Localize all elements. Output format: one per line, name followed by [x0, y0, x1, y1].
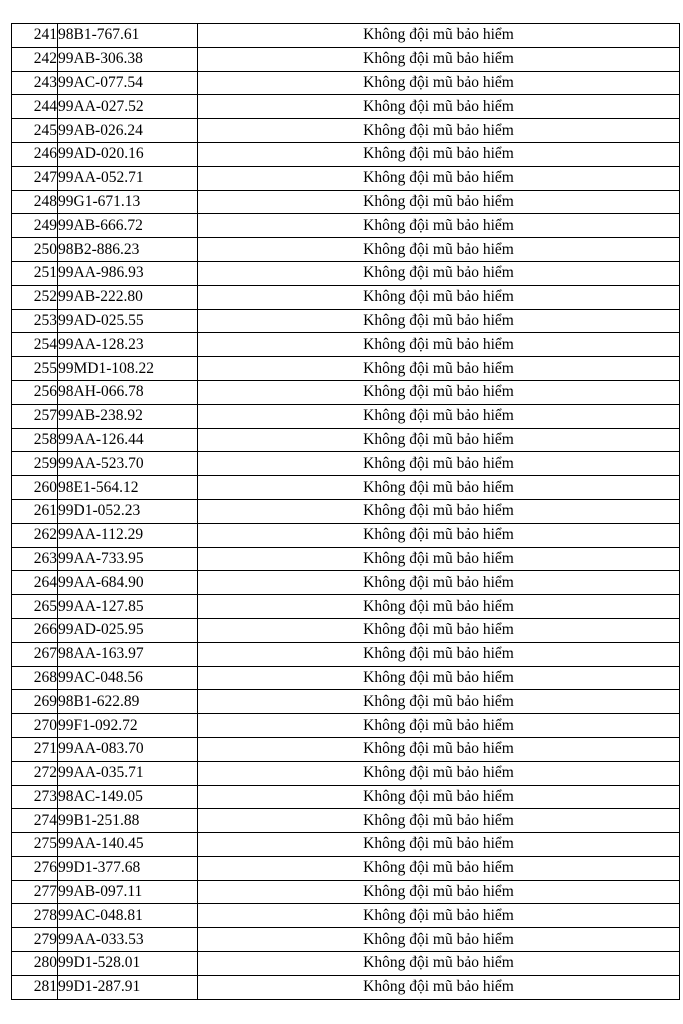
table-row — [12, 737, 680, 761]
row-number-cell: 267 — [12, 642, 58, 666]
violation-cell: Không đội mũ bảo hiểm — [198, 238, 680, 262]
violation-cell: Không đội mũ bảo hiểm — [198, 357, 680, 381]
violation-cell: Không đội mũ bảo hiểm — [198, 166, 680, 190]
violation-cell: Không đội mũ bảo hiểm — [198, 380, 680, 404]
row-number-cell: 275 — [12, 833, 58, 857]
violation-cell: Không đội mũ bảo hiểm — [198, 714, 680, 738]
row-number-cell: 244 — [12, 95, 58, 119]
violation-cell: Không đội mũ bảo hiểm — [198, 261, 680, 285]
row-number-cell: 247 — [12, 166, 58, 190]
license-plate-cell: 99AA-523.70 — [58, 452, 198, 476]
table-row — [12, 499, 680, 523]
license-plate-cell: 99AC-048.56 — [58, 666, 198, 690]
violation-cell: Không đội mũ bảo hiểm — [198, 833, 680, 857]
table-row — [12, 404, 680, 428]
license-plate-cell: 99F1-092.72 — [58, 714, 198, 738]
table-row — [12, 690, 680, 714]
table-row — [12, 714, 680, 738]
row-number-cell: 249 — [12, 214, 58, 238]
license-plate-cell: 99AA-128.23 — [58, 333, 198, 357]
table-row — [12, 476, 680, 500]
row-number-cell: 242 — [12, 47, 58, 71]
table-row — [12, 285, 680, 309]
violation-cell: Không đội mũ bảo hiểm — [198, 785, 680, 809]
violation-cell: Không đội mũ bảo hiểm — [198, 499, 680, 523]
row-number-cell: 261 — [12, 499, 58, 523]
license-plate-cell: 99AD-020.16 — [58, 142, 198, 166]
violation-cell: Không đội mũ bảo hiểm — [198, 928, 680, 952]
violation-cell: Không đội mũ bảo hiểm — [198, 24, 680, 48]
violation-cell: Không đội mũ bảo hiểm — [198, 309, 680, 333]
table-row — [12, 761, 680, 785]
violation-cell: Không đội mũ bảo hiểm — [198, 761, 680, 785]
violation-cell: Không đội mũ bảo hiểm — [198, 595, 680, 619]
license-plate-cell: 99D1-528.01 — [58, 952, 198, 976]
table-row — [12, 142, 680, 166]
license-plate-cell: 99AA-140.45 — [58, 833, 198, 857]
violation-cell: Không đội mũ bảo hiểm — [198, 547, 680, 571]
table-row — [12, 952, 680, 976]
violation-cell: Không đội mũ bảo hiểm — [198, 47, 680, 71]
table-row — [12, 166, 680, 190]
violation-cell: Không đội mũ bảo hiểm — [198, 404, 680, 428]
table-row — [12, 809, 680, 833]
row-number-cell: 256 — [12, 380, 58, 404]
violation-cell: Không đội mũ bảo hiểm — [198, 952, 680, 976]
license-plate-cell: 99AA-986.93 — [58, 261, 198, 285]
license-plate-cell: 99AA-684.90 — [58, 571, 198, 595]
row-number-cell: 266 — [12, 618, 58, 642]
license-plate-cell: 99AC-077.54 — [58, 71, 198, 95]
table-row — [12, 547, 680, 571]
row-number-cell: 248 — [12, 190, 58, 214]
license-plate-cell: 99AA-127.85 — [58, 595, 198, 619]
row-number-cell: 253 — [12, 309, 58, 333]
table-row — [12, 785, 680, 809]
row-number-cell: 276 — [12, 856, 58, 880]
license-plate-cell: 99AB-306.38 — [58, 47, 198, 71]
table-row — [12, 24, 680, 48]
table-row — [12, 309, 680, 333]
table-row — [12, 380, 680, 404]
table-row — [12, 523, 680, 547]
row-number-cell: 269 — [12, 690, 58, 714]
row-number-cell: 274 — [12, 809, 58, 833]
license-plate-cell: 99B1-251.88 — [58, 809, 198, 833]
table-row — [12, 71, 680, 95]
license-plate-cell: 98AH-066.78 — [58, 380, 198, 404]
violation-cell: Không đội mũ bảo hiểm — [198, 975, 680, 999]
violation-cell: Không đội mũ bảo hiểm — [198, 642, 680, 666]
license-plate-cell: 99AD-025.55 — [58, 309, 198, 333]
table-row — [12, 261, 680, 285]
row-number-cell: 257 — [12, 404, 58, 428]
violation-cell: Không đội mũ bảo hiểm — [198, 571, 680, 595]
license-plate-cell: 99AB-222.80 — [58, 285, 198, 309]
license-plate-cell: 98B2-886.23 — [58, 238, 198, 262]
violation-cell: Không đội mũ bảo hiểm — [198, 285, 680, 309]
row-number-cell: 280 — [12, 952, 58, 976]
license-plate-cell: 98E1-564.12 — [58, 476, 198, 500]
row-number-cell: 254 — [12, 333, 58, 357]
violation-cell: Không đội mũ bảo hiểm — [198, 690, 680, 714]
license-plate-cell: 99AA-733.95 — [58, 547, 198, 571]
violation-cell: Không đội mũ bảo hiểm — [198, 71, 680, 95]
table-row — [12, 666, 680, 690]
violation-table — [11, 23, 680, 1000]
table-row — [12, 904, 680, 928]
violation-cell: Không đội mũ bảo hiểm — [198, 476, 680, 500]
violation-cell: Không đội mũ bảo hiểm — [198, 904, 680, 928]
table-row — [12, 856, 680, 880]
table-row — [12, 880, 680, 904]
row-number-cell: 251 — [12, 261, 58, 285]
row-number-cell: 250 — [12, 238, 58, 262]
row-number-cell: 277 — [12, 880, 58, 904]
table-row — [12, 642, 680, 666]
violation-cell: Không đội mũ bảo hiểm — [198, 119, 680, 143]
license-plate-cell: 99AB-238.92 — [58, 404, 198, 428]
violation-cell: Không đội mũ bảo hiểm — [198, 428, 680, 452]
license-plate-cell: 98B1-767.61 — [58, 24, 198, 48]
table-row — [12, 190, 680, 214]
row-number-cell: 263 — [12, 547, 58, 571]
violation-cell: Không đội mũ bảo hiểm — [198, 737, 680, 761]
violation-cell: Không đội mũ bảo hiểm — [198, 142, 680, 166]
row-number-cell: 255 — [12, 357, 58, 381]
row-number-cell: 245 — [12, 119, 58, 143]
row-number-cell: 281 — [12, 975, 58, 999]
violation-cell: Không đội mũ bảo hiểm — [198, 452, 680, 476]
violation-cell: Không đội mũ bảo hiểm — [198, 618, 680, 642]
table-row — [12, 333, 680, 357]
table-row — [12, 595, 680, 619]
table-row — [12, 357, 680, 381]
table-row — [12, 238, 680, 262]
table-row — [12, 618, 680, 642]
license-plate-cell: 99G1-671.13 — [58, 190, 198, 214]
table-row — [12, 928, 680, 952]
row-number-cell: 264 — [12, 571, 58, 595]
license-plate-cell: 99AC-048.81 — [58, 904, 198, 928]
row-number-cell: 243 — [12, 71, 58, 95]
violation-cell: Không đội mũ bảo hiểm — [198, 95, 680, 119]
row-number-cell: 265 — [12, 595, 58, 619]
license-plate-cell: 99D1-287.91 — [58, 975, 198, 999]
violation-cell: Không đội mũ bảo hiểm — [198, 190, 680, 214]
violation-table-body — [12, 24, 680, 1000]
violation-cell: Không đội mũ bảo hiểm — [198, 809, 680, 833]
table-row — [12, 47, 680, 71]
license-plate-cell: 99D1-052.23 — [58, 499, 198, 523]
license-plate-cell: 99AA-112.29 — [58, 523, 198, 547]
violation-cell: Không đội mũ bảo hiểm — [198, 880, 680, 904]
table-row — [12, 428, 680, 452]
license-plate-cell: 99AB-666.72 — [58, 214, 198, 238]
row-number-cell: 260 — [12, 476, 58, 500]
violation-cell: Không đội mũ bảo hiểm — [198, 333, 680, 357]
row-number-cell: 270 — [12, 714, 58, 738]
license-plate-cell: 99AA-083.70 — [58, 737, 198, 761]
row-number-cell: 278 — [12, 904, 58, 928]
license-plate-cell: 99AA-027.52 — [58, 95, 198, 119]
table-row — [12, 452, 680, 476]
license-plate-cell: 98B1-622.89 — [58, 690, 198, 714]
row-number-cell: 241 — [12, 24, 58, 48]
row-number-cell: 268 — [12, 666, 58, 690]
license-plate-cell: 98AA-163.97 — [58, 642, 198, 666]
violation-cell: Không đội mũ bảo hiểm — [198, 856, 680, 880]
license-plate-cell: 99AD-025.95 — [58, 618, 198, 642]
table-row — [12, 95, 680, 119]
violation-cell: Không đội mũ bảo hiểm — [198, 214, 680, 238]
violation-cell: Không đội mũ bảo hiểm — [198, 523, 680, 547]
license-plate-cell: 99AB-026.24 — [58, 119, 198, 143]
violation-cell: Không đội mũ bảo hiểm — [198, 666, 680, 690]
license-plate-cell: 99AA-126.44 — [58, 428, 198, 452]
license-plate-cell: 99AB-097.11 — [58, 880, 198, 904]
license-plate-cell: 99MD1-108.22 — [58, 357, 198, 381]
row-number-cell: 262 — [12, 523, 58, 547]
license-plate-cell: 99D1-377.68 — [58, 856, 198, 880]
license-plate-cell: 99AA-035.71 — [58, 761, 198, 785]
table-row — [12, 571, 680, 595]
row-number-cell: 273 — [12, 785, 58, 809]
row-number-cell: 271 — [12, 737, 58, 761]
license-plate-cell: 99AA-052.71 — [58, 166, 198, 190]
row-number-cell: 259 — [12, 452, 58, 476]
table-row — [12, 214, 680, 238]
row-number-cell: 258 — [12, 428, 58, 452]
row-number-cell: 252 — [12, 285, 58, 309]
document-page — [11, 23, 680, 1000]
license-plate-cell: 99AA-033.53 — [58, 928, 198, 952]
row-number-cell: 246 — [12, 142, 58, 166]
license-plate-cell: 98AC-149.05 — [58, 785, 198, 809]
row-number-cell: 272 — [12, 761, 58, 785]
table-row — [12, 119, 680, 143]
row-number-cell: 279 — [12, 928, 58, 952]
table-row — [12, 833, 680, 857]
table-row — [12, 975, 680, 999]
